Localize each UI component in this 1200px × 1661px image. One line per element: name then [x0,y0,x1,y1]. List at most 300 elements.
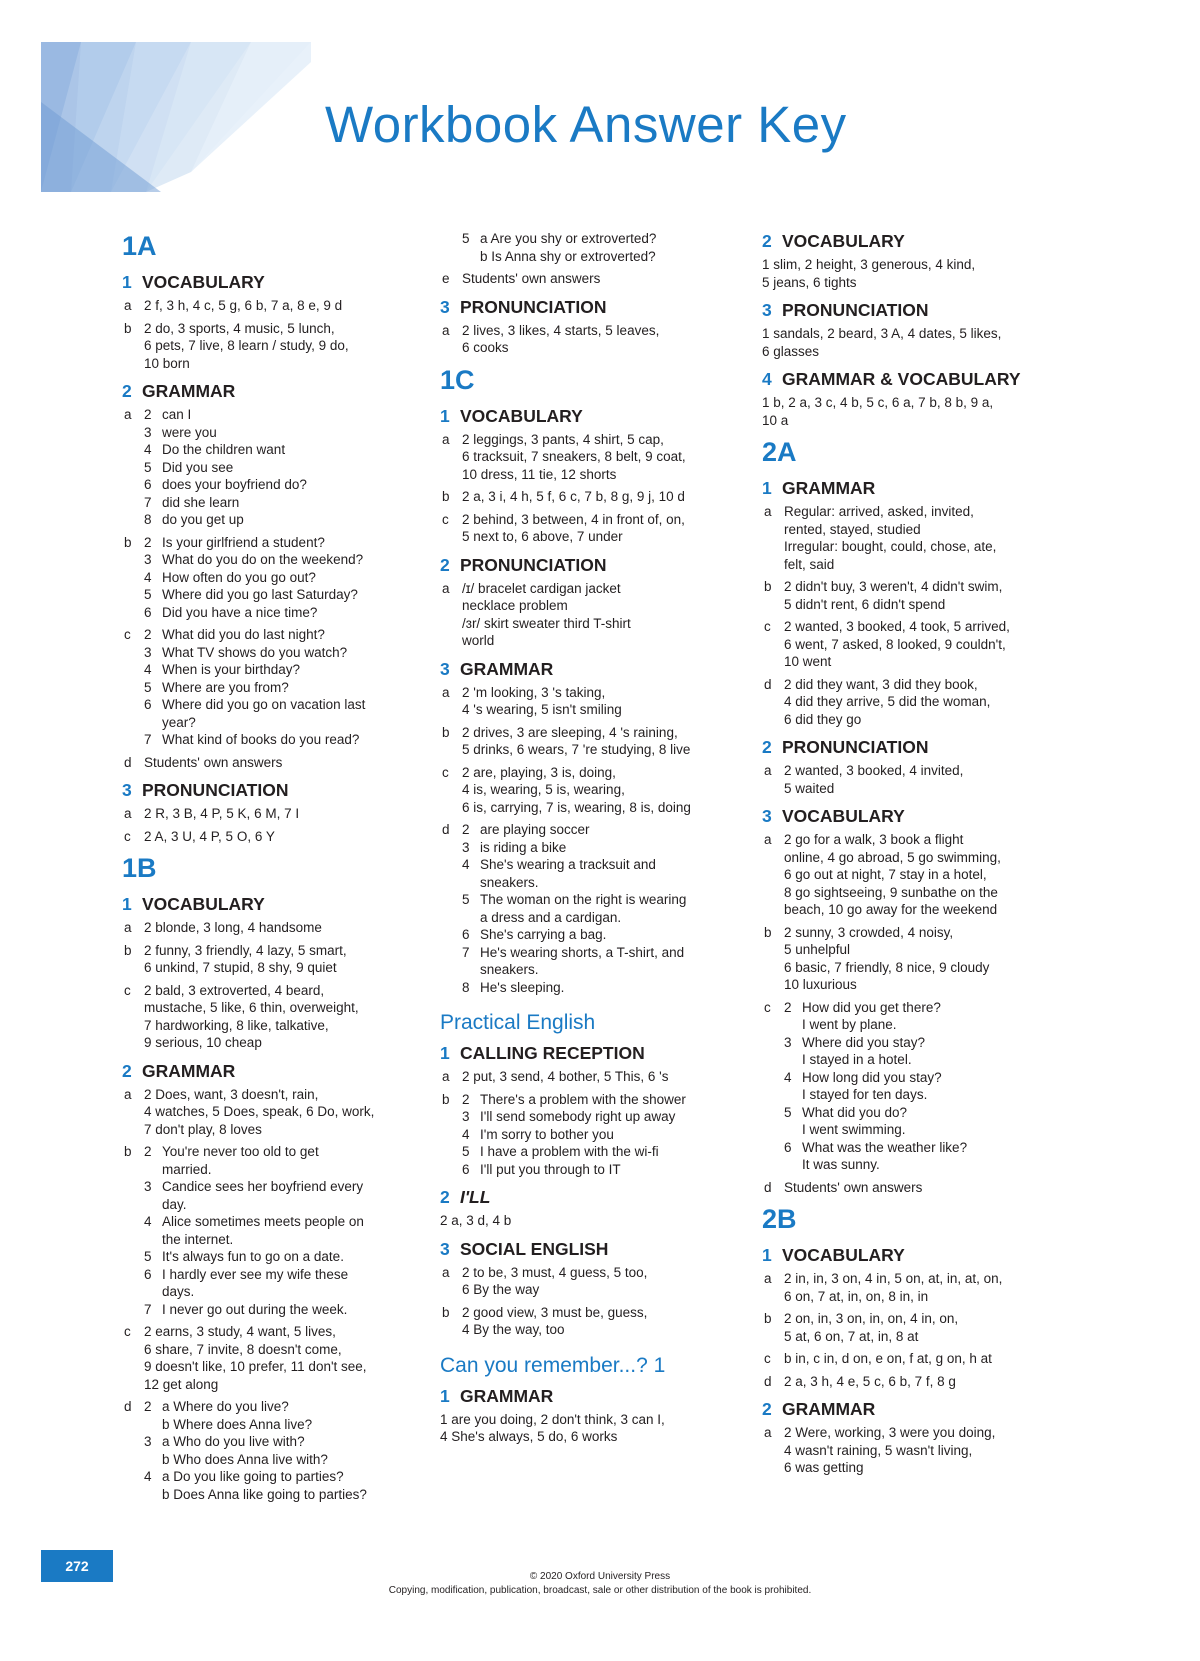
answer-line: 6 tracksuit, 7 sneakers, 8 belt, 9 coat, [462,449,686,464]
sub-number: 4 [144,1469,152,1484]
answer-line: 12 get along [144,1376,219,1392]
sub-number: 6 [144,1266,152,1282]
item-letter: c [764,1351,771,1366]
section-heading [440,554,745,576]
sub-text [162,1433,422,1468]
item-letter: a [764,763,772,778]
section-number: 3 [440,296,450,317]
sub-text [162,424,422,442]
sub-text [480,856,745,891]
sub-number: 4 [144,569,152,585]
answer-line: 2 drives, 3 are sleeping, 4 's raining, [462,724,678,740]
answer-line: 2 lives, 3 likes, 4 starts, 5 leaves, [462,322,660,338]
item-letter: c [442,764,449,780]
sub-number: 7 [144,494,152,510]
section-title: CALLING RECEPTION [460,1043,645,1063]
answer-item [762,1373,1074,1391]
column-2 [440,226,745,1454]
item-letter: c [124,627,131,642]
item-body [784,762,1074,797]
sub-text [802,1104,1074,1139]
item-body [462,764,745,817]
item-body [784,831,1074,919]
answer-line: do you get up [162,512,244,527]
sub-number: 3 [462,1109,470,1124]
sub-text [802,1034,1074,1069]
exercise-section [122,779,422,845]
item-letter: b [442,1304,450,1320]
item-letter: b [764,579,772,594]
answer-line: 1 slim, 2 height, 3 generous, 4 kind, [762,257,976,272]
item-letter: d [764,1373,772,1389]
column-1 [122,226,422,1511]
sub-text [162,569,422,587]
item-letter: d [124,754,132,770]
item-body [144,297,422,315]
sub-number: 2 [462,1091,470,1107]
answer-line: I stayed in a hotel. [802,1052,912,1067]
item-letter: c [764,999,771,1015]
answer-line: 6 did they go [784,711,862,727]
sub-answer [462,944,745,979]
item-letter: a [764,1425,772,1440]
answer-item [122,320,422,373]
sub-number: 4 [144,1214,152,1229]
sub-answer [144,476,422,494]
sub-text [802,1069,1074,1104]
answer-line: How did you get there? [802,999,941,1015]
answer-item [440,1068,745,1086]
answer-line: did she learn [162,494,240,510]
item-body [462,431,745,484]
answer-line: a Where do you live? [162,1399,289,1414]
sub-number: 3 [144,1179,152,1194]
section-number: 1 [762,478,772,498]
answer-line: I hardly ever see my wife these [162,1266,349,1282]
answer-line: Did you see [162,459,234,475]
answer-line: felt, said [784,556,835,572]
answer-line: 6 went, 7 asked, 8 looked, 9 couldn't, [784,636,1006,652]
section-number: 1 [440,1043,450,1063]
sub-number: 2 [144,1144,152,1159]
answer-line: world [462,633,495,648]
sub-text [162,511,422,529]
answer-line: b Who does Anna live with? [162,1451,328,1467]
sub-answer [144,626,422,644]
answer-item [122,1143,422,1318]
item-body [462,1264,745,1299]
answer-line: 4 She's always, 5 do, 6 works [440,1429,618,1444]
answer-line: sneakers. [480,874,539,890]
answer-line: 2 put, 3 send, 4 bother, 5 This, 6 's [462,1069,669,1084]
answer-line: How long did you stay? [802,1069,942,1085]
item-body [784,618,1074,671]
answer-line: She's wearing a tracksuit and [480,857,656,872]
item-body [144,754,422,772]
sub-answer [462,1161,745,1179]
answer-line: b Is Anna shy or extroverted? [480,248,656,264]
sub-number: 2 [144,407,152,422]
exercise-section [440,405,745,546]
answer-line: /ɜr/ skirt sweater third T-shirt [462,615,631,631]
item-letter: d [764,676,772,692]
item-letter: c [124,828,131,844]
answer-item [122,297,422,315]
sub-number: 8 [144,512,152,527]
sub-text [480,1161,745,1179]
sub-number: 5 [144,459,152,475]
sub-text [802,1139,1074,1174]
sub-answer [144,679,422,697]
section-heading [122,779,422,801]
exercise-section [762,230,1074,291]
sub-text [480,1126,745,1144]
exercise-section [122,271,422,372]
answer-item [122,942,422,977]
page-title: Workbook Answer Key [325,96,847,153]
item-body [144,626,422,749]
sub-text [480,1091,745,1109]
answer-line: b Where does Anna live? [162,1416,313,1432]
sub-number: 3 [784,1034,792,1050]
answer-line: does your boyfriend do? [162,477,307,492]
copyright-text: © 2020 Oxford University Press [529,1571,671,1582]
item-body [784,999,1074,1174]
answer-line: 2 f, 3 h, 4 c, 5 g, 6 b, 7 a, 8 e, 9 d [144,298,343,313]
answer-line: 6 share, 7 invite, 8 doesn't come, [144,1341,342,1357]
section-title: GRAMMAR [142,381,236,401]
unit-heading: 2B [762,1204,797,1234]
answer-line: 2 behind, 3 between, 4 in front of, on, [462,511,685,527]
answer-line: /ɪ/ bracelet cardigan jacket [462,580,621,596]
answer-text [762,256,1074,291]
unit-heading: 2A [762,437,797,467]
sub-text [162,1213,422,1248]
item-body [144,1398,422,1503]
answer-item [440,580,745,650]
answer-item [762,924,1074,994]
sub-answer [462,979,745,997]
unit-heading: 1C [440,364,475,395]
sub-answer [144,644,422,662]
section-title: VOCABULARY [142,272,265,292]
sub-number: 5 [462,231,470,246]
section-continued [440,230,745,288]
answer-line: 5 drinks, 6 wears, 7 're studying, 8 live [462,742,691,757]
answer-line: 2 a, 3 d, 4 b [440,1213,512,1228]
exercise-section [440,1385,745,1446]
section-number: 2 [122,381,132,401]
sub-text [480,230,745,265]
item-letter: b [764,924,772,940]
sub-answer [144,441,422,459]
sub-text [162,1143,422,1178]
answer-line: Where did you go last Saturday? [162,587,358,602]
sub-text [480,926,745,944]
sub-number: 5 [784,1104,792,1120]
item-body [462,724,745,759]
answer-line: the internet. [162,1231,234,1247]
item-body [462,230,745,265]
item-letter: a [764,832,772,847]
section-heading [440,658,745,680]
item-body [784,1350,1074,1368]
sub-text [162,626,422,644]
answer-line: days. [162,1284,195,1299]
answer-item [440,488,745,506]
item-body [144,828,422,846]
sub-text [162,1398,422,1433]
sub-answer [462,1108,745,1126]
answer-line: is riding a bike [480,839,567,855]
exercise-section [440,658,745,997]
answer-item [762,578,1074,613]
answer-line: Alice sometimes meets people on [162,1214,364,1229]
exercise-section [122,1060,422,1504]
answer-line: 2 wanted, 3 booked, 4 invited, [784,763,964,778]
answer-line: can I [162,407,192,422]
item-letter: a [442,1069,450,1084]
item-body [144,1143,422,1318]
answer-line: 4 's wearing, 5 isn't smiling [462,702,622,717]
answer-line: 10 went [784,654,832,669]
answer-item [122,754,422,772]
answer-line: 5 didn't rent, 6 didn't spend [784,596,946,612]
answer-line: Where did you stay? [802,1034,926,1050]
answer-line: What TV shows do you watch? [162,644,348,660]
section-heading [440,1042,745,1064]
answer-line: 5 waited [784,780,835,796]
answer-text [762,325,1074,360]
sub-text [162,696,422,731]
answer-item [762,1310,1074,1345]
answer-item [440,270,745,288]
exercise-section [440,296,745,357]
answer-line: 2 A, 3 U, 4 P, 5 O, 6 Y [144,828,275,844]
section-number: 1 [122,894,132,914]
answer-line: I have a problem with the wi-fi [480,1144,659,1159]
section-heading [122,893,422,915]
section-title: VOCABULARY [782,1245,905,1265]
answer-line: 5 at, 6 on, 7 at, in, 8 at [784,1328,919,1344]
answer-line: 10 dress, 11 tie, 12 shorts [462,466,617,482]
item-body [784,1373,1074,1391]
sub-number: 6 [462,927,470,942]
answer-item [440,1091,745,1179]
answer-line: a Do you like going to parties? [162,1469,344,1484]
section-number: 3 [122,780,132,800]
section-title: VOCABULARY [460,405,583,426]
item-letter: a [442,580,450,596]
answer-line: mustache, 5 like, 6 thin, overweight, [144,1000,359,1015]
answer-line: 2 funny, 3 friendly, 4 lazy, 5 smart, [144,942,347,958]
answer-line: Where did you go on vacation last [162,697,366,712]
exercise-section [122,380,422,771]
unit-heading: 1A [122,231,157,261]
sub-answer [144,696,422,731]
item-letter: a [764,1271,772,1286]
answer-line: 1 sandals, 2 beard, 3 A, 4 dates, 5 likes, [762,326,1002,341]
item-body [462,1091,745,1179]
answer-line: She's carrying a bag. [480,927,607,942]
item-letter: b [442,489,450,504]
answer-line: Students' own answers [462,271,601,286]
sub-answer [462,230,745,265]
answer-line: 6 By the way [462,1282,540,1297]
answer-line: rented, stayed, studied [784,521,921,537]
sub-number: 4 [144,662,152,677]
answer-line: Where are you from? [162,679,289,695]
sub-answer [144,551,422,569]
sub-text [802,999,1074,1034]
item-body [462,684,745,719]
exercise-section [762,477,1074,728]
exercise-section [762,299,1074,360]
item-letter: a [124,1086,132,1102]
answer-item [762,999,1074,1174]
section-number: 3 [440,1238,450,1259]
sub-answer [784,1069,1074,1104]
section-number: 3 [440,658,450,679]
answer-line: I stayed for ten days. [802,1087,928,1102]
answer-line: 4 watches, 5 Does, speak, 6 Do, work, [144,1104,375,1119]
section-number: 2 [440,1187,450,1207]
sub-answer [462,891,745,926]
answer-line: b Does Anna like going to parties? [162,1486,367,1502]
sub-number: 7 [462,944,470,960]
answer-item [762,831,1074,919]
sub-answer [462,856,745,891]
answer-item [762,676,1074,729]
sub-text [162,494,422,512]
item-letter: c [124,982,131,998]
item-body [462,1068,745,1086]
section-title: GRAMMAR [460,1385,554,1406]
exercise-section [440,1042,745,1178]
item-body [784,1179,1074,1197]
answer-line: I went by plane. [802,1017,897,1032]
sub-text [162,1468,422,1503]
sub-text [162,679,422,697]
copyright-notice: Copying, modification, publication, broadcast, sale or other distribution of the book is prohibited. [388,1585,812,1596]
answer-line: 6 pets, 7 live, 8 learn / study, 9 do, [144,338,349,353]
item-letter: a [442,431,450,447]
answer-item [762,1179,1074,1197]
answer-line: I never go out during the week. [162,1301,348,1317]
answer-line: Regular: arrived, asked, invited, [784,504,974,519]
answer-line: 10 born [144,355,190,371]
answer-item [122,406,422,529]
section-title: GRAMMAR [782,1399,876,1419]
sub-text [480,1108,745,1126]
item-letter: a [124,298,132,313]
answer-line: 2 bald, 3 extroverted, 4 beard, [144,982,325,998]
answer-line: He's wearing shorts, a T-shirt, and [480,944,685,960]
item-letter: c [442,511,449,527]
answer-line: What do you do on the weekend? [162,552,364,567]
item-letter: b [124,942,132,958]
sub-answer [462,821,745,839]
section-number: 3 [762,806,772,826]
answer-line: 5 next to, 6 above, 7 under [462,529,623,544]
sub-number: 3 [144,424,152,440]
sub-number: 4 [462,1126,470,1142]
sub-answer [144,1213,422,1248]
section-number: 1 [762,1245,772,1265]
answer-line: 2 sunny, 3 crowded, 4 noisy, [784,924,954,940]
section-title: VOCABULARY [782,231,905,251]
answer-line: Students' own answers [144,754,283,770]
unit-heading: 1B [122,853,157,883]
answer-item [440,684,745,719]
answer-line: sneakers. [480,962,539,977]
section-title: GRAMMAR [782,478,876,498]
answer-line: a Who do you live with? [162,1434,305,1449]
answer-line: 10 a [762,412,789,428]
item-body [144,805,422,823]
section-title: I'LL [460,1187,491,1207]
answer-line: I went swimming. [802,1122,906,1137]
item-letter: a [124,806,132,821]
sub-number: 2 [144,627,152,642]
answer-text [762,394,1074,429]
section-title: PRONUNCIATION [460,296,607,317]
answer-line: 6 on, 7 at, in, on, 8 in, in [784,1288,929,1304]
item-body [784,676,1074,729]
item-letter: b [442,1091,450,1107]
answer-item [122,919,422,937]
sub-text [162,406,422,424]
answer-line: 2 on, in, 3 on, in, on, 4 in, on, [784,1311,959,1326]
item-letter: a [124,920,132,935]
section-heading [440,1238,745,1260]
section-heading [762,368,1074,390]
sub-text [162,586,422,604]
sub-number: 5 [144,679,152,695]
answer-line: 6 glasses [762,343,820,359]
answer-line: day. [162,1196,187,1212]
section-title: GRAMMAR [142,1060,236,1081]
section-number: 2 [762,231,772,251]
section-title: PRONUNCIATION [782,737,929,757]
answer-line: I'll send somebody right up away [480,1109,676,1124]
answer-line: a dress and a cardigan. [480,909,622,925]
sub-number: 4 [462,857,470,872]
answer-line: Irregular: bought, could, chose, ate, [784,539,997,554]
answer-line: 4 did they arrive, 5 did the woman, [784,694,991,709]
sub-text [162,459,422,477]
answer-item [440,724,745,759]
answer-line: 8 go sightseeing, 9 sunbathe on the [784,884,998,900]
section-heading [762,1398,1074,1420]
section-number: 1 [122,272,132,292]
sub-number: 3 [462,839,470,855]
sub-number: 2 [462,822,470,837]
exercise-section [440,1186,745,1230]
item-body [144,1323,422,1393]
answer-line: are playing soccer [480,822,590,837]
sub-number: 2 [784,999,792,1015]
section-number: 4 [762,369,772,389]
item-body [784,1310,1074,1345]
sub-answer [144,534,422,552]
item-letter: c [764,619,771,634]
section-number: 1 [440,405,450,426]
answer-line: year? [162,714,196,730]
answer-line: 6 unkind, 7 stupid, 8 shy, 9 quiet [144,960,337,975]
answer-line: I'm sorry to bother you [480,1126,614,1142]
answer-item [122,1323,422,1393]
